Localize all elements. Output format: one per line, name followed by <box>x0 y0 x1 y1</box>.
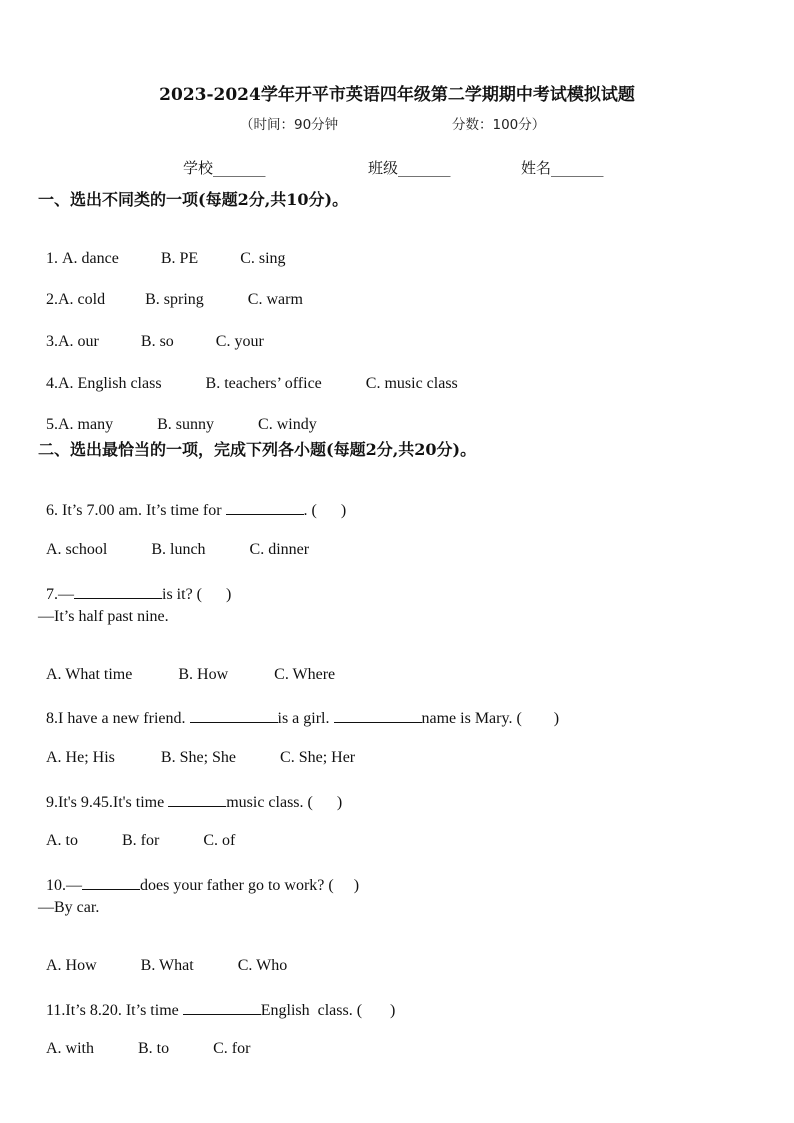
option-a: A. with <box>46 1040 94 1057</box>
question-11-options <box>38 1025 251 1057</box>
option-b: B. sunny <box>157 416 215 433</box>
option-b: B. What <box>140 957 194 974</box>
question-number: 4. <box>46 375 58 392</box>
question-stem: 9.It's 9.45.It's time <box>46 794 169 811</box>
question-6-options <box>38 526 310 558</box>
question-2 <box>38 276 303 308</box>
option-b: B. to <box>138 1040 170 1057</box>
option-b: B. teachers’ office <box>205 375 322 392</box>
option-c: C. of <box>203 832 236 849</box>
option-b: B. PE <box>160 250 199 267</box>
option-b: B. for <box>122 832 160 849</box>
question-7-options <box>38 651 336 683</box>
question-7-answer: —It’s half past nine. <box>38 608 169 625</box>
option-c: C. for <box>213 1040 251 1057</box>
option-a: A. our <box>58 333 99 350</box>
question-stem: 10.— <box>46 877 82 894</box>
question-9 <box>38 776 343 811</box>
option-c: C. music class <box>365 375 458 392</box>
question-8-options <box>38 734 356 766</box>
answer-blank[interactable] <box>190 708 278 723</box>
option-c: C. sing <box>240 250 286 267</box>
question-11 <box>38 984 396 1019</box>
option-a: A. English class <box>58 375 162 392</box>
question-stem-end: English class. ( ) <box>260 1002 396 1019</box>
answer-blank[interactable] <box>334 708 422 723</box>
option-a: A. to <box>46 832 78 849</box>
option-a: A. cold <box>58 291 106 308</box>
question-stem-end: does your father go to work? ( ) <box>140 877 360 894</box>
option-a: A. What time <box>46 666 133 683</box>
section-1-heading: 一、选出不同类的一项(每题2分,共10分)。 <box>38 190 349 209</box>
question-stem: 7.— <box>46 586 74 603</box>
option-c: C. Who <box>237 957 288 974</box>
question-number: 3. <box>46 333 58 350</box>
option-a: A. school <box>46 541 108 558</box>
name-field: 姓名_______ <box>521 159 604 177</box>
answer-blank[interactable] <box>183 1000 261 1015</box>
question-10 <box>38 859 360 894</box>
option-b: B. spring <box>145 291 204 308</box>
option-a: A. dance <box>62 250 119 267</box>
question-stem: 6. It’s 7.00 am. It’s time for <box>46 502 226 519</box>
option-c: C. Where <box>274 666 336 683</box>
option-b: B. lunch <box>151 541 206 558</box>
option-b: B. How <box>178 666 229 683</box>
question-stem: 11.It’s 8.20. It’s time <box>46 1002 183 1019</box>
answer-blank[interactable] <box>74 584 162 599</box>
option-c: C. She; Her <box>280 749 356 766</box>
question-stem-end: music class. ( ) <box>226 794 343 811</box>
school-field: 学校_______ <box>183 159 266 177</box>
question-stem-end: name is Mary. ( ) <box>421 710 560 727</box>
exam-score: 分数：100分） <box>452 117 546 133</box>
option-a: A. How <box>46 957 97 974</box>
question-number: 5. <box>46 416 58 433</box>
question-7 <box>38 568 232 603</box>
question-4 <box>38 360 458 392</box>
option-c: C. windy <box>258 416 317 433</box>
question-number: 2. <box>46 291 58 308</box>
question-number: 1. <box>46 250 62 267</box>
answer-blank[interactable] <box>82 875 140 890</box>
class-field: 班级_______ <box>368 159 451 177</box>
question-9-options <box>38 817 236 849</box>
question-stem: 8.I have a new friend. <box>46 710 190 727</box>
question-stem-mid: is a girl. <box>277 710 334 727</box>
option-a: A. He; His <box>46 749 115 766</box>
answer-blank[interactable] <box>226 500 304 515</box>
option-c: C. your <box>215 333 264 350</box>
exam-time: （时间：90分钟 <box>240 117 339 133</box>
section-2-heading: 二、选出最恰当的一项，完成下列各小题(每题2分,共20分)。 <box>38 440 477 459</box>
question-1 <box>38 235 286 267</box>
option-c: C. dinner <box>249 541 310 558</box>
question-5 <box>38 401 317 433</box>
page-title: 2023-2024学年开平市英语四年级第二学期期中考试模拟试题 <box>159 85 635 105</box>
option-c: C. warm <box>247 291 303 308</box>
option-b: B. She; She <box>160 749 237 766</box>
answer-blank[interactable] <box>168 792 226 807</box>
question-stem-end: . ( ) <box>303 502 347 519</box>
question-stem-end: is it? ( ) <box>162 586 232 603</box>
question-8 <box>38 692 560 727</box>
question-10-options <box>38 942 288 974</box>
question-3 <box>38 318 264 350</box>
option-a: A. many <box>58 416 114 433</box>
question-10-answer: —By car. <box>38 899 100 916</box>
option-b: B. so <box>140 333 174 350</box>
question-6 <box>38 484 347 519</box>
